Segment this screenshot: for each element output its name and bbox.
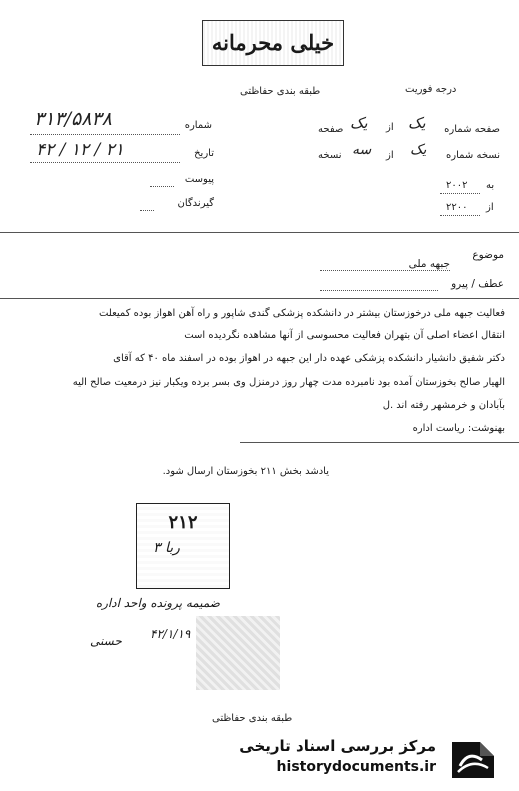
copy-label: نسخه شماره: [446, 150, 500, 161]
reference-label: عطف / پیرو: [451, 278, 504, 290]
note-line: بهنوشت: ریاست اداره: [412, 423, 505, 434]
recipients-underline: [140, 210, 154, 211]
recipients-label: گیرندگان: [177, 198, 214, 209]
date-value: ۴۲ / ۱۲ / ۲۱: [36, 140, 124, 160]
body-line: دکتر شفیق دانشیار دانشکده پزشکی عهده دار این جبهه در اهواز بوده در اسفند ماه ۴۰ که آقای: [113, 353, 505, 364]
copy-value: یک: [410, 142, 427, 158]
registry-stamp: [136, 503, 230, 589]
classification-bottom: طبقه بندی حفاظتی: [212, 713, 293, 724]
page-value: یک: [408, 114, 426, 132]
subject-underline: [320, 270, 450, 271]
copy-of-label: از: [386, 150, 394, 161]
body-line: بآبادان و خرمشهر رفته اند .ل: [382, 400, 505, 411]
date-label: تاریخ: [194, 148, 214, 159]
to-label: به: [486, 180, 495, 191]
watermark: [232, 734, 516, 788]
watermark-url: historydocuments.ir: [276, 759, 436, 775]
body-line: الهیار صالح بخوزستان آمده بود نامبرده مدت چهار روز درمنزل وی بسر برده ویکبار نیز درمعیت صالح الیه: [72, 377, 505, 388]
top-secret-stamp: [202, 20, 344, 66]
subject-label: موضوع: [472, 249, 504, 261]
note-divider: [240, 442, 519, 443]
number-label: شماره: [184, 120, 212, 131]
classification-top: طبقه بندی حفاظتی: [240, 86, 321, 97]
to-underline: [440, 193, 480, 194]
signature-name: حسنی: [90, 634, 122, 648]
signature-date: ۴۲/۱/۱۹: [150, 627, 191, 641]
signature-line: ضمیمه پرونده واحد اداره: [95, 596, 220, 610]
attachment-label: پیوست: [184, 174, 214, 185]
reference-underline: [320, 290, 438, 291]
closing-line: یادشد بخش ۲۱۱ بخوزستان ارسال شود.: [162, 466, 329, 477]
page-of-label: از: [386, 122, 394, 133]
page-of-value: یک: [350, 114, 368, 132]
from-value: ۲۲۰۰: [446, 202, 468, 213]
page-label: صفحه شماره: [444, 124, 500, 135]
header-divider: [0, 232, 519, 233]
copy-of-value: سه: [352, 142, 372, 158]
body-line: انتقال اعضاء اصلی آن بتهران فعالیت محسوسی از آنها مشاهده نگردیده است: [184, 330, 505, 341]
body-line: فعالیت جبهه ملی درخوزستان بیشتر در دانشکده پزشکی گندی شاپور و راه آهن اهواز بوده کمیعلت: [98, 308, 505, 319]
archive-emblem-icon: [446, 736, 502, 784]
priority-label: درجه فوریت: [405, 84, 457, 95]
date-underline: [30, 162, 180, 163]
page-word: صفحه: [318, 124, 344, 135]
number-value: ۳۱۳/۵۸۳۸: [34, 108, 112, 130]
stamp-title: خیلی محرمانه: [211, 30, 335, 55]
subject-divider: [0, 298, 519, 299]
registry-sig: ربا ۳: [153, 540, 180, 556]
watermark-title: مرکز بررسی اسناد تاریخی: [239, 737, 436, 755]
from-label: از: [486, 202, 494, 213]
copy-word: نسخه: [318, 150, 342, 161]
to-value: ۲۰۰۲: [446, 180, 468, 191]
from-underline: [440, 215, 480, 216]
attachment-underline: [150, 186, 174, 187]
subject-value: جبهه ملی: [408, 258, 450, 270]
number-underline: [30, 134, 180, 135]
registry-number: ۲۱۲: [168, 512, 198, 533]
redacted-stamp: [196, 616, 280, 690]
